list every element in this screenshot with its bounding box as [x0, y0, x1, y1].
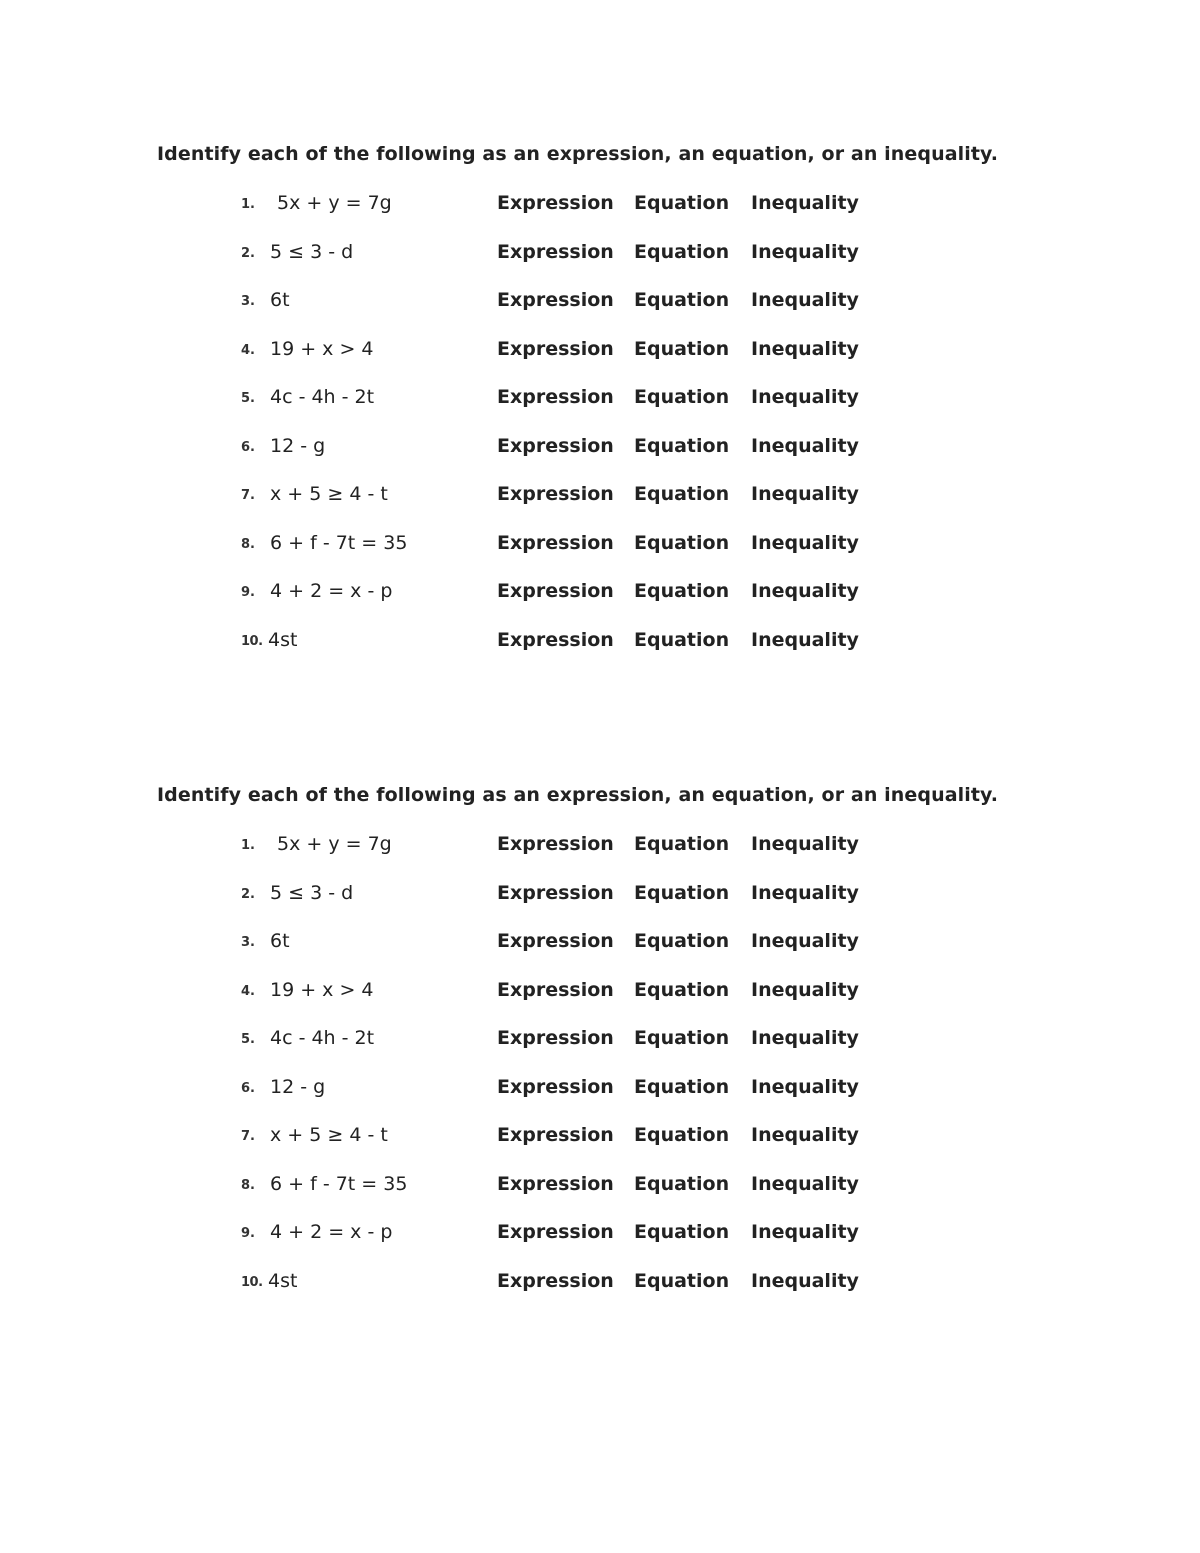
- problem-number: 6.: [241, 440, 255, 455]
- problem-row: [0, 1172, 1200, 1202]
- choice-inequality[interactable]: Inequality: [751, 1027, 859, 1049]
- problem-row: [0, 191, 1200, 221]
- problem-number: 1.: [241, 197, 255, 212]
- choice-equation[interactable]: Equation: [634, 289, 730, 311]
- choice-expression[interactable]: Expression: [497, 483, 614, 505]
- problem-row: [0, 337, 1200, 367]
- choice-equation[interactable]: Equation: [634, 833, 730, 855]
- problem-row: [0, 881, 1200, 911]
- choice-inequality[interactable]: Inequality: [751, 1076, 859, 1098]
- problem-number: 10.: [241, 1275, 263, 1290]
- problem-row: [0, 288, 1200, 318]
- problem-number: 2.: [241, 246, 255, 261]
- choice-inequality[interactable]: Inequality: [751, 483, 859, 505]
- choice-equation[interactable]: Equation: [634, 1173, 730, 1195]
- choice-inequality[interactable]: Inequality: [751, 338, 859, 360]
- choice-expression[interactable]: Expression: [497, 1270, 614, 1292]
- problem-expression: 5x + y = 7g: [277, 833, 392, 855]
- choice-inequality[interactable]: Inequality: [751, 1221, 859, 1243]
- problem-row: [0, 385, 1200, 415]
- problem-number: 10.: [241, 634, 263, 649]
- choice-inequality[interactable]: Inequality: [751, 833, 859, 855]
- choice-inequality[interactable]: Inequality: [751, 386, 859, 408]
- choice-equation[interactable]: Equation: [634, 338, 730, 360]
- choice-expression[interactable]: Expression: [497, 1221, 614, 1243]
- choice-equation[interactable]: Equation: [634, 483, 730, 505]
- problem-row: [0, 929, 1200, 959]
- choice-equation[interactable]: Equation: [634, 532, 730, 554]
- problem-row: [0, 240, 1200, 270]
- choice-expression[interactable]: Expression: [497, 1124, 614, 1146]
- choice-equation[interactable]: Equation: [634, 192, 730, 214]
- problem-number: 9.: [241, 585, 255, 600]
- problem-number: 3.: [241, 294, 255, 309]
- problem-expression: 5x + y = 7g: [277, 192, 392, 214]
- choice-inequality[interactable]: Inequality: [751, 979, 859, 1001]
- problem-number: 4.: [241, 343, 255, 358]
- problem-expression: 19 + x > 4: [270, 979, 374, 1001]
- worksheet-section: [0, 143, 1200, 703]
- choice-inequality[interactable]: Inequality: [751, 882, 859, 904]
- choice-expression[interactable]: Expression: [497, 930, 614, 952]
- choice-equation[interactable]: Equation: [634, 1221, 730, 1243]
- problem-expression: 6t: [270, 289, 290, 311]
- choice-equation[interactable]: Equation: [634, 1124, 730, 1146]
- choice-expression[interactable]: Expression: [497, 435, 614, 457]
- problem-row: [0, 1123, 1200, 1153]
- problem-expression: 4 + 2 = x - p: [270, 1221, 393, 1243]
- choice-inequality[interactable]: Inequality: [751, 435, 859, 457]
- problem-expression: 12 - g: [270, 435, 326, 457]
- choice-equation[interactable]: Equation: [634, 629, 730, 651]
- problem-expression: x + 5 ≥ 4 - t: [270, 1124, 388, 1146]
- problem-row: [0, 482, 1200, 512]
- choice-expression[interactable]: Expression: [497, 833, 614, 855]
- problem-expression: 5 ≤ 3 - d: [270, 882, 354, 904]
- problem-row: [0, 434, 1200, 464]
- problem-number: 3.: [241, 935, 255, 950]
- choice-expression[interactable]: Expression: [497, 882, 614, 904]
- problem-number: 8.: [241, 1178, 255, 1193]
- choice-expression[interactable]: Expression: [497, 1076, 614, 1098]
- choice-equation[interactable]: Equation: [634, 1027, 730, 1049]
- problem-expression: 5 ≤ 3 - d: [270, 241, 354, 263]
- problem-row: [0, 531, 1200, 561]
- choice-expression[interactable]: Expression: [497, 386, 614, 408]
- choice-equation[interactable]: Equation: [634, 241, 730, 263]
- choice-inequality[interactable]: Inequality: [751, 289, 859, 311]
- choice-expression[interactable]: Expression: [497, 629, 614, 651]
- choice-expression[interactable]: Expression: [497, 289, 614, 311]
- choice-inequality[interactable]: Inequality: [751, 580, 859, 602]
- choice-expression[interactable]: Expression: [497, 192, 614, 214]
- choice-equation[interactable]: Equation: [634, 386, 730, 408]
- problem-row: [0, 1220, 1200, 1250]
- choice-equation[interactable]: Equation: [634, 435, 730, 457]
- choice-equation[interactable]: Equation: [634, 1270, 730, 1292]
- choice-expression[interactable]: Expression: [497, 338, 614, 360]
- choice-inequality[interactable]: Inequality: [751, 192, 859, 214]
- choice-inequality[interactable]: Inequality: [751, 1270, 859, 1292]
- problem-number: 1.: [241, 838, 255, 853]
- problem-row: [0, 978, 1200, 1008]
- choice-inequality[interactable]: Inequality: [751, 1124, 859, 1146]
- problem-expression: 4 + 2 = x - p: [270, 580, 393, 602]
- problem-number: 5.: [241, 1032, 255, 1047]
- problem-expression: x + 5 ≥ 4 - t: [270, 483, 388, 505]
- choice-equation[interactable]: Equation: [634, 930, 730, 952]
- choice-expression[interactable]: Expression: [497, 580, 614, 602]
- problem-expression: 4st: [268, 629, 298, 651]
- choice-equation[interactable]: Equation: [634, 1076, 730, 1098]
- problem-expression: 4c - 4h - 2t: [270, 1027, 375, 1049]
- choice-expression[interactable]: Expression: [497, 1027, 614, 1049]
- choice-inequality[interactable]: Inequality: [751, 532, 859, 554]
- problem-expression: 4c - 4h - 2t: [270, 386, 375, 408]
- choice-inequality[interactable]: Inequality: [751, 629, 859, 651]
- problem-number: 8.: [241, 537, 255, 552]
- choice-inequality[interactable]: Inequality: [751, 241, 859, 263]
- choice-expression[interactable]: Expression: [497, 532, 614, 554]
- problem-row: [0, 1026, 1200, 1056]
- problem-number: 7.: [241, 488, 255, 503]
- problem-number: 4.: [241, 984, 255, 999]
- problem-number: 7.: [241, 1129, 255, 1144]
- problem-row: [0, 628, 1200, 658]
- choice-expression[interactable]: Expression: [497, 241, 614, 263]
- worksheet-section: [0, 784, 1200, 1344]
- problem-row: [0, 1269, 1200, 1299]
- problem-expression: 12 - g: [270, 1076, 326, 1098]
- problem-row: [0, 1075, 1200, 1105]
- choice-expression[interactable]: Expression: [497, 979, 614, 1001]
- instructions-text: Identify each of the following as an expression, an equation, or an inequality.: [157, 784, 999, 806]
- problem-expression: 6 + f - 7t = 35: [270, 532, 408, 554]
- choice-inequality[interactable]: Inequality: [751, 930, 859, 952]
- choice-expression[interactable]: Expression: [497, 1173, 614, 1195]
- problem-expression: 4st: [268, 1270, 298, 1292]
- problem-expression: 6 + f - 7t = 35: [270, 1173, 408, 1195]
- problem-expression: 19 + x > 4: [270, 338, 374, 360]
- problem-number: 2.: [241, 887, 255, 902]
- problem-row: [0, 832, 1200, 862]
- problem-row: [0, 579, 1200, 609]
- instructions-text: Identify each of the following as an expression, an equation, or an inequality.: [157, 143, 999, 165]
- choice-equation[interactable]: Equation: [634, 979, 730, 1001]
- problem-number: 5.: [241, 391, 255, 406]
- choice-inequality[interactable]: Inequality: [751, 1173, 859, 1195]
- problem-number: 9.: [241, 1226, 255, 1241]
- choice-equation[interactable]: Equation: [634, 580, 730, 602]
- problem-expression: 6t: [270, 930, 290, 952]
- choice-equation[interactable]: Equation: [634, 882, 730, 904]
- problem-number: 6.: [241, 1081, 255, 1096]
